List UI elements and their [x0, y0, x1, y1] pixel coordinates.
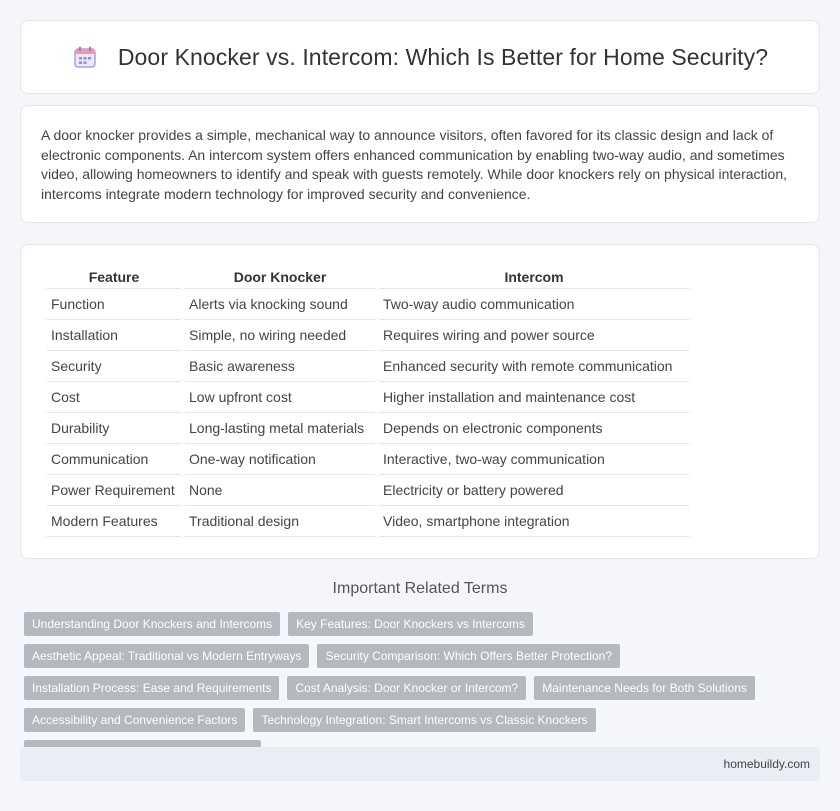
cell-door-knocker: Basic awareness [185, 351, 375, 382]
related-tag[interactable]: Maintenance Needs for Both Solutions [534, 676, 755, 700]
cell-feature: Modern Features [47, 506, 181, 537]
cell-feature: Cost [47, 382, 181, 413]
table-row [47, 444, 689, 475]
cell-intercom: Higher installation and maintenance cost [379, 382, 689, 413]
table-row [47, 506, 689, 537]
cell-intercom: Depends on electronic components [379, 413, 689, 444]
cell-feature: Installation [47, 320, 181, 351]
header-door-knocker: Door Knocker [185, 265, 375, 289]
cell-intercom: Requires wiring and power source [379, 320, 689, 351]
cell-door-knocker: Long-lasting metal materials [185, 413, 375, 444]
related-tag[interactable]: Installation Process: Ease and Requirements [24, 676, 279, 700]
cell-feature: Communication [47, 444, 181, 475]
related-terms-tags [24, 612, 824, 764]
cell-feature: Durability [47, 413, 181, 444]
related-tag[interactable]: Cost Analysis: Door Knocker or Intercom? [287, 676, 526, 700]
related-tag[interactable]: Security Comparison: Which Offers Better Protection? [317, 644, 620, 668]
table-row [47, 289, 689, 320]
cell-door-knocker: Simple, no wiring needed [185, 320, 375, 351]
cell-intercom: Interactive, two-way communication [379, 444, 689, 475]
table-row [47, 351, 689, 382]
header-feature: Feature [47, 265, 181, 289]
footer [20, 747, 820, 781]
related-tag[interactable]: Key Features: Door Knockers vs Intercoms [288, 612, 533, 636]
table-row [47, 320, 689, 351]
comparison-table-card [20, 244, 820, 559]
related-tag[interactable]: Understanding Door Knockers and Intercoms [24, 612, 280, 636]
cell-intercom: Video, smartphone integration [379, 506, 689, 537]
related-tag[interactable]: Technology Integration: Smart Intercoms vs Classic Knockers [253, 708, 595, 732]
intro-card [20, 105, 820, 223]
cell-intercom: Electricity or battery powered [379, 475, 689, 506]
table-row [47, 413, 689, 444]
calendar-icon [72, 44, 98, 70]
cell-feature: Function [47, 289, 181, 320]
footer-site-link[interactable]: homebuildy.com [723, 757, 810, 771]
related-terms-heading: Important Related Terms [332, 580, 508, 597]
cell-intercom: Two-way audio communication [379, 289, 689, 320]
cell-feature: Power Requirement [47, 475, 181, 506]
intro-paragraph: A door knocker provides a simple, mechanical way to announce visitors, often favored for its classic design and lack of electronic components. An intercom system offers enhanced communication by enabling two-way audio, and sometimes video, allowing homeowners to identify and speak with guests remotely. While door knockers rely on physical interaction, intercoms integrate modern technology for improved security and convenience. [41, 127, 787, 202]
cell-door-knocker: One-way notification [185, 444, 375, 475]
related-tag[interactable]: Accessibility and Convenience Factors [24, 708, 245, 732]
comparison-table [43, 265, 693, 537]
cell-door-knocker: Alerts via knocking sound [185, 289, 375, 320]
header-intercom: Intercom [379, 265, 689, 289]
table-row [47, 382, 689, 413]
cell-door-knocker: None [185, 475, 375, 506]
cell-door-knocker: Low upfront cost [185, 382, 375, 413]
table-row [47, 475, 689, 506]
related-tag[interactable]: Aesthetic Appeal: Traditional vs Modern Entryways [24, 644, 309, 668]
cell-door-knocker: Traditional design [185, 506, 375, 537]
cell-intercom: Enhanced security with remote communication [379, 351, 689, 382]
page-title: Door Knocker vs. Intercom: Which Is Better for Home Security? [117, 43, 769, 70]
table-header-row [47, 265, 689, 289]
title-card [20, 20, 820, 94]
cell-feature: Security [47, 351, 181, 382]
